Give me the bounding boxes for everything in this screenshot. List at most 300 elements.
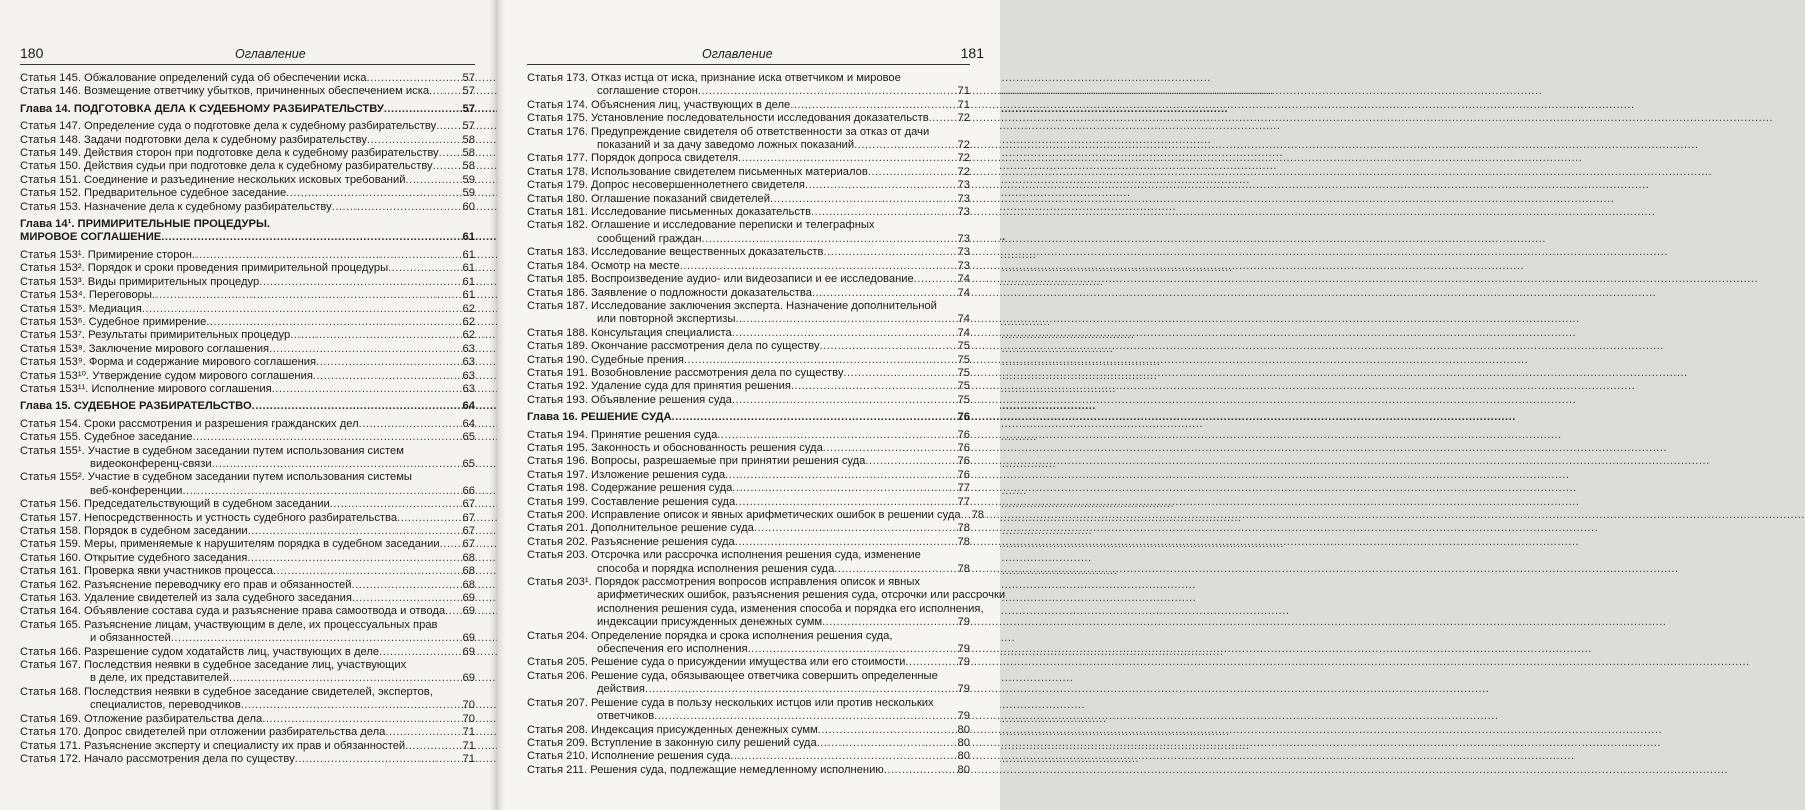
- toc-leader-line: [527, 193, 970, 206]
- toc-entry: [20, 512, 475, 525]
- toc-entry-title: Статья 148. Задачи подготовки дела к судебному разбирательству: [20, 133, 367, 146]
- dot-leader: [805, 179, 957, 192]
- toc-entry-title: Статья 196. Вопросы, разрешаемые при принятии решения суда: [527, 455, 866, 468]
- toc-entry: [20, 316, 475, 329]
- toc-entry-title: индексации присужденных денежных сумм: [597, 616, 823, 629]
- toc-leader-line: [20, 592, 475, 605]
- dot-leader: [914, 273, 957, 286]
- toc-entry-title: Статья 155¹. Участие в судебном заседании путем использования систем: [20, 444, 404, 457]
- toc-leader-line: [20, 201, 475, 214]
- toc-leader-line: [20, 370, 475, 383]
- right-page-header: [527, 42, 984, 65]
- toc-entry-title: действия: [597, 683, 645, 696]
- toc-entry-title: Статья 203¹. Порядок рассмотрения вопросов исправления описок и явных: [527, 576, 920, 589]
- toc-page-number: 75: [957, 366, 970, 379]
- toc-leader-line: [20, 120, 475, 133]
- toc-page-number: 75: [957, 353, 970, 366]
- toc-page-number: 58: [462, 160, 475, 173]
- toc-leader-line: [20, 231, 475, 244]
- toc-entry: [527, 509, 985, 522]
- toc-page-number: 58: [462, 147, 475, 160]
- toc-page-number: 63: [462, 382, 475, 395]
- toc-page-number: 69: [462, 632, 475, 645]
- toc-leader-line: [20, 187, 475, 200]
- toc-page-number: 69: [462, 592, 475, 605]
- toc-entry: [527, 354, 970, 367]
- toc-page-number: 73: [957, 232, 970, 245]
- toc-entry-continuation: [527, 139, 970, 152]
- dot-leader: [717, 429, 956, 442]
- toc-page-number: 76: [957, 428, 970, 441]
- toc-entry: [20, 471, 475, 498]
- toc-page-number: 76: [957, 411, 970, 424]
- dot-leader: [754, 522, 957, 535]
- toc-entry: [20, 249, 475, 262]
- left-page-header: [20, 42, 475, 65]
- dot-leader: [680, 260, 957, 273]
- toc-entry-title: в деле, их представителей: [90, 672, 229, 685]
- toc-chapter: [527, 411, 970, 424]
- toc-page-number: 71: [957, 85, 970, 98]
- dot-leader: [439, 147, 462, 160]
- toc-leader-line: [90, 485, 475, 498]
- toc-entry-title: Статья 165. Разъяснение лицам, участвующим в деле, их процессуальных прав: [20, 618, 438, 631]
- toc-leader-line: [20, 276, 475, 289]
- dot-leader: [818, 724, 957, 737]
- toc-entry: [20, 289, 475, 302]
- toc-entry: [20, 753, 475, 766]
- toc-page-number: 63: [462, 369, 475, 382]
- toc-page-number: 61: [462, 275, 475, 288]
- toc-leader-line: [20, 512, 475, 525]
- toc-entry-title: Статья 188. Консультация специалиста: [527, 326, 732, 339]
- toc-page-number: 72: [957, 152, 970, 165]
- dot-leader: [352, 579, 462, 592]
- dot-leader: [379, 646, 461, 659]
- toc-entry: [527, 576, 1006, 630]
- toc-entry-title: Статья 189. Окончание рассмотрения дела по существу: [527, 340, 820, 353]
- toc-page-number: 67: [462, 498, 475, 511]
- toc-page-number: 61: [462, 248, 475, 261]
- toc-leader-line: [527, 380, 970, 393]
- toc-page-number: 59: [462, 173, 475, 186]
- toc-page-number: 68: [462, 551, 475, 564]
- toc-page-number: 74: [957, 313, 970, 326]
- toc-page-number: 72: [957, 165, 970, 178]
- toc-entry-title: Статья 171. Разъяснение эксперту и специалисту их прав и обязанностей: [20, 739, 406, 752]
- toc-leader-line: [20, 329, 475, 342]
- toc-entry-title: Статья 191. Возобновление рассмотрения дела по существу: [527, 366, 844, 379]
- toc-entry: [527, 394, 970, 407]
- dot-leader: [316, 356, 461, 369]
- toc-entry-title: Статья 147. Определение суда о подготовке дела к судебному разбирательству: [20, 120, 437, 133]
- toc-leader-line: [20, 565, 475, 578]
- toc-page-number: 74: [957, 326, 970, 339]
- toc-page-number: 67: [462, 525, 475, 537]
- toc-entry-title: Статья 153⁷. Результаты примирительных процедур: [20, 329, 291, 342]
- toc-entry-title: Статья 180. Оглашение показаний свидетелей: [527, 192, 770, 205]
- dot-leader: [192, 431, 461, 444]
- toc-entry: [20, 538, 475, 551]
- toc-page-number: 80: [957, 750, 970, 763]
- toc-leader-line: [527, 367, 970, 380]
- toc-page-number: 78: [957, 562, 970, 575]
- dot-leader: [672, 411, 957, 424]
- toc-leader-line: [527, 536, 970, 549]
- toc-leader-line: [20, 262, 475, 275]
- toc-leader-line: [597, 313, 970, 326]
- toc-entry-title: Статья 153¹⁰. Утверждение судом мирового соглашения: [20, 369, 313, 382]
- toc-entry-title: Статья 170. Допрос свидетелей при отложении разбирательства дела: [20, 726, 386, 739]
- toc-entry: [527, 522, 970, 535]
- toc-entry: [20, 201, 475, 214]
- toc-entry: [527, 750, 970, 763]
- toc-leader-line: [527, 522, 970, 535]
- toc-leader-line: [20, 646, 475, 659]
- dot-leader: [367, 72, 462, 85]
- toc-leader-line: [527, 327, 970, 340]
- toc-page-number: 75: [957, 393, 970, 406]
- toc-leader-line: [527, 411, 970, 424]
- dot-leader: [247, 552, 461, 565]
- toc-entry-title: или повторной экспертизы: [597, 313, 736, 326]
- toc-leader-line: [20, 383, 475, 396]
- toc-page-number: 74: [957, 273, 970, 286]
- toc-page-number: 70: [462, 712, 475, 725]
- toc-entry-title: Статья 183. Исследование вещественных доказательств: [527, 246, 824, 259]
- toc-page-number: 64: [462, 400, 475, 413]
- dot-leader: [385, 726, 461, 739]
- toc-entry-title: Статья 190. Судебные прения: [527, 353, 684, 366]
- toc-entry-title: Статья 157. Непосредственность и устность судебного разбирательства: [20, 511, 398, 524]
- toc-entry-title: Статья 161. Проверка явки участников процесса: [20, 565, 274, 578]
- dot-leader: [252, 400, 462, 413]
- toc-page-number: 64: [462, 417, 475, 430]
- toc-entry-title: Статья 210. Исполнение решения суда: [527, 750, 731, 763]
- dot-leader: [161, 231, 461, 244]
- toc-entry-title: Статья 146. Возмещение ответчику убытков, причиненных обеспечением иска: [20, 85, 430, 98]
- dot-leader: [822, 616, 956, 629]
- toc-entry: [527, 724, 970, 737]
- dot-leader: [367, 134, 462, 147]
- toc-entry-title: Статья 155. Судебное заседание: [20, 431, 193, 444]
- toc-leader-line: [20, 431, 475, 444]
- dot-leader: [961, 509, 971, 522]
- toc-leader-line: [20, 753, 475, 766]
- toc-entry-title: Статья 208. Индексация присужденных денежных сумм: [527, 723, 818, 736]
- dot-leader: [142, 303, 462, 316]
- toc-entry-continuation: [527, 643, 970, 656]
- toc-leader-line: [527, 246, 970, 259]
- page-number: 181: [960, 45, 984, 61]
- toc-entry-title: арифметических ошибок, разъяснения решения суда, отсрочки или рассрочки: [597, 589, 1006, 602]
- dot-leader: [241, 699, 462, 712]
- toc-entry: [527, 670, 970, 697]
- toc-page-number: 60: [462, 200, 475, 213]
- toc-entry-title: Статья 151. Соединение и разъединение нескольких исковых требований: [20, 173, 406, 186]
- toc-leader-line: [20, 579, 475, 592]
- dot-leader: [436, 120, 461, 133]
- toc-page-number: 57: [462, 102, 475, 115]
- toc-page-number: 57: [462, 72, 475, 84]
- toc-page-number: 66: [462, 484, 475, 497]
- dot-leader: [212, 458, 462, 471]
- toc-page-number: 58: [462, 133, 475, 146]
- toc-entry-title: и обязанностей: [90, 632, 171, 645]
- left-page: [0, 0, 497, 810]
- toc-entry-title: Статья 150. Действия судьи при подготовке дела к судебному разбирательству: [20, 160, 433, 173]
- dot-leader: [865, 455, 956, 468]
- dot-leader: [405, 174, 461, 187]
- toc-entry-title: Статья 175. Установление последовательности исследования доказательств: [527, 112, 929, 125]
- dot-leader: [843, 367, 956, 380]
- toc-page-number: 80: [957, 736, 970, 749]
- toc-leader-line: [527, 509, 985, 522]
- toc-page-number: 71: [462, 752, 475, 765]
- toc-page-number: 76: [957, 441, 970, 454]
- toc-entry-title: Статья 182. Оглашение и исследование переписки и телеграфных: [527, 219, 875, 232]
- toc-page-number: 73: [957, 206, 970, 219]
- toc-entry-title: Статья 153⁵. Медиация: [20, 302, 142, 315]
- toc-entry-title: Статья 153⁴. Переговоры: [20, 289, 152, 302]
- toc-page-number: 71: [462, 739, 475, 752]
- toc-entry-title: Статья 153. Назначение дела к судебному разбирательству: [20, 200, 332, 213]
- toc-leader-line: [527, 260, 970, 273]
- dot-leader: [182, 485, 461, 498]
- dot-leader: [269, 343, 461, 356]
- toc-entry: [20, 552, 475, 565]
- toc-entry: [527, 630, 970, 657]
- toc-leader-line: [527, 152, 970, 165]
- toc-leader-line: [20, 538, 475, 551]
- toc-entry-continuation: [527, 313, 970, 326]
- toc-entry: [20, 445, 475, 472]
- toc-entry-title: Статья 197. Изложение решения суда: [527, 468, 726, 481]
- dot-leader: [730, 750, 956, 763]
- toc-entry-continuation: [20, 672, 475, 685]
- toc-entry: [527, 193, 970, 206]
- toc-entry-title: Статья 173. Отказ истца от иска, признание иска ответчиком и мировое: [527, 72, 901, 84]
- toc-page-number: 65: [462, 431, 475, 444]
- toc-entry: [20, 370, 475, 383]
- dot-leader: [384, 103, 462, 116]
- toc-entry: [20, 72, 475, 85]
- toc-entry-title: Статья 206. Решение суда, обязывающее ответчика совершить определенные: [527, 669, 938, 682]
- toc-entry: [527, 549, 970, 576]
- toc-entry: [527, 737, 970, 750]
- toc-entry-title: Статья 162. Разъяснение переводчику его прав и обязанностей: [20, 578, 352, 591]
- table-of-contents: [527, 72, 1006, 777]
- toc-leader-line: [527, 354, 970, 367]
- toc-leader-line: [527, 429, 970, 442]
- toc-entry-title: ответчиков: [597, 710, 655, 723]
- toc-page-number: 78: [957, 522, 970, 535]
- dot-leader: [812, 287, 957, 300]
- toc-entry-title: Статья 201. Дополнительное решение суда: [527, 522, 754, 535]
- toc-leader-line: [527, 99, 970, 112]
- toc-leader-line: [527, 340, 970, 353]
- dot-leader: [834, 563, 956, 576]
- toc-entry-title: Статья 153³. Виды примирительных процедур: [20, 275, 260, 288]
- toc-entry: [20, 85, 475, 98]
- toc-entry-title: Статья 153¹¹. Исполнение мирового соглашения: [20, 382, 272, 395]
- toc-leader-line: [20, 72, 475, 85]
- dot-leader: [868, 166, 957, 179]
- dot-leader: [445, 605, 461, 618]
- toc-entry-title: веб-конференции: [90, 484, 183, 497]
- dot-leader: [735, 313, 956, 326]
- toc-entry: [527, 126, 970, 153]
- toc-page-number: 79: [957, 710, 970, 723]
- running-title: Оглавление: [702, 47, 773, 61]
- toc-entry-title: Статья 194. Принятие решения суда: [527, 428, 718, 441]
- toc-entry: [527, 166, 970, 179]
- toc-entry: [20, 418, 475, 431]
- toc-entry: [527, 260, 970, 273]
- toc-leader-line: [597, 139, 970, 152]
- toc-entry-continuation: [527, 233, 970, 246]
- toc-entry-title: Статья 169. Отложение разбирательства дела: [20, 712, 263, 725]
- toc-leader-line: [527, 179, 970, 192]
- toc-leader-line: [90, 699, 475, 712]
- dot-leader: [388, 262, 461, 275]
- toc-leader-line: [20, 303, 475, 316]
- toc-leader-line: [20, 552, 475, 565]
- toc-leader-line: [20, 249, 475, 262]
- toc-page-number: 80: [957, 763, 970, 776]
- toc-leader-line: [527, 455, 970, 468]
- toc-leader-line: [527, 724, 970, 737]
- toc-entry-title: МИРОВОЕ СОГЛАШЕНИЕ: [20, 231, 162, 244]
- dot-leader: [790, 99, 956, 112]
- toc-leader-line: [20, 134, 475, 147]
- toc-entry-title: Статья 159. Меры, применяемые к нарушителям порядка в судебном заседании: [20, 538, 440, 551]
- dot-leader: [313, 370, 462, 383]
- toc-leader-line: [20, 418, 475, 431]
- dot-leader: [229, 672, 462, 685]
- toc-page-number: 74: [957, 286, 970, 299]
- toc-entry: [20, 174, 475, 187]
- toc-entry-continuation: [527, 710, 970, 723]
- toc-entry: [20, 276, 475, 289]
- dot-leader: [684, 354, 957, 367]
- toc-entry-title: Статья 198. Содержание решения суда: [527, 482, 733, 495]
- toc-entry: [20, 579, 475, 592]
- toc-entry-title: Статья 153⁸. Заключение мирового соглашения: [20, 342, 270, 355]
- toc-leader-line: [90, 672, 475, 685]
- toc-leader-line: [527, 442, 970, 455]
- toc-page-number: 63: [462, 356, 475, 369]
- toc-entry: [527, 327, 970, 340]
- dot-leader: [429, 85, 461, 98]
- toc-entry-title: Статья 176. Предупреждение свидетеля об ответственности за отказ от дачи: [527, 125, 930, 138]
- toc-entry-title: Статья 184. Осмотр на месте: [527, 259, 680, 272]
- toc-entry-title: Статья 187. Исследование заключения эксперта. Назначение дополнительной: [527, 299, 937, 312]
- toc-entry: [527, 455, 970, 468]
- toc-leader-line: [20, 400, 475, 413]
- toc-entry: [20, 565, 475, 578]
- toc-entry-title: Статья 202. Разъяснение решения суда: [527, 535, 735, 548]
- toc-entry-continuation: [527, 683, 970, 696]
- dot-leader: [332, 201, 462, 214]
- toc-leader-line: [527, 764, 970, 777]
- page-number: 180: [20, 45, 44, 61]
- toc-leader-line: [20, 740, 475, 753]
- dot-leader: [405, 740, 461, 753]
- toc-entry-title: Статья 177. Порядок допроса свидетеля: [527, 152, 738, 165]
- toc-entry-title: Статья 209. Вступление в законную силу решений суда: [527, 736, 817, 749]
- toc-entry-title: Статья 164. Объявление состава суда и разъяснение права самоотвода и отвода: [20, 605, 446, 618]
- toc-leader-line: [20, 85, 475, 98]
- dot-leader: [262, 713, 461, 726]
- toc-leader-line: [90, 632, 475, 645]
- table-of-contents: [20, 72, 475, 766]
- toc-entry: [527, 429, 970, 442]
- toc-entry: [527, 287, 970, 300]
- toc-entry: [20, 356, 475, 369]
- toc-entry: [20, 646, 475, 659]
- toc-leader-line: [527, 394, 970, 407]
- toc-page-number: 78: [971, 509, 985, 521]
- dot-leader: [359, 418, 462, 431]
- toc-entry-title: соглашение сторон: [597, 85, 698, 98]
- toc-leader-line: [20, 605, 475, 618]
- toc-page-number: 79: [957, 656, 970, 669]
- toc-leader-line: [597, 683, 970, 696]
- dot-leader: [654, 710, 956, 723]
- dot-leader: [824, 246, 957, 259]
- toc-chapter-line: Глава 14¹. ПРИМИРИТЕЛЬНЫЕ ПРОЦЕДУРЫ.: [20, 218, 271, 231]
- toc-entry-title: Статья 205. Решение суда о присуждении имущества или его стоимости: [527, 656, 906, 669]
- dot-leader: [817, 737, 957, 750]
- toc-entry-title: Статья 163. Удаление свидетелей из зала судебного заседания: [20, 592, 352, 605]
- dot-leader: [748, 643, 957, 656]
- toc-leader-line: [20, 316, 475, 329]
- dot-leader: [929, 112, 957, 125]
- toc-entry: [527, 340, 970, 353]
- dot-leader: [433, 160, 462, 173]
- toc-page-number: 80: [957, 723, 970, 736]
- dot-leader: [248, 525, 462, 538]
- toc-page-number: 67: [462, 538, 475, 551]
- toc-entry-title: Статья 156. Председательствующий в судебном заседании: [20, 498, 330, 511]
- toc-entry-title: Глава 15. СУДЕБНОЕ РАЗБИРАТЕЛЬСТВО: [20, 400, 252, 413]
- toc-leader-line: [527, 166, 970, 179]
- toc-entry-title: Статья 149. Действия сторон при подготовке дела к судебному разбирательству: [20, 147, 439, 160]
- toc-entry: [20, 134, 475, 147]
- toc-leader-line: [20, 726, 475, 739]
- toc-entry-title: способа и порядка исполнения решения суда: [597, 562, 835, 575]
- toc-entry: [20, 383, 475, 396]
- toc-entry-title: Статья 186. Заявление о подложности доказательства: [527, 286, 812, 299]
- toc-entry-title: Статья 153². Порядок и сроки проведения примирительной процедуры: [20, 262, 389, 275]
- toc-entry: [527, 273, 970, 286]
- toc-page-number: 68: [462, 565, 475, 578]
- toc-page-number: 76: [957, 455, 970, 468]
- toc-leader-line: [527, 656, 970, 669]
- toc-entry-title: Статья 204. Определение порядка и срока исполнения решения суда,: [527, 629, 893, 642]
- toc-entry: [527, 246, 970, 259]
- toc-entry: [20, 619, 475, 646]
- toc-entry-title: Статья 193. Объявление решения суда: [527, 393, 732, 406]
- toc-entry: [20, 686, 475, 713]
- toc-entry-title: Статья 185. Воспроизведение аудио- или видеозаписи и ее исследование: [527, 273, 914, 286]
- toc-page-number: 72: [957, 112, 970, 125]
- toc-leader-line: [527, 273, 970, 286]
- toc-entry-title: обеспечения его исполнения: [597, 643, 748, 656]
- toc-page-number: 79: [957, 683, 970, 696]
- toc-entry-title: Статья 207. Решение суда в пользу нескольких истцов или против нескольких: [527, 696, 934, 709]
